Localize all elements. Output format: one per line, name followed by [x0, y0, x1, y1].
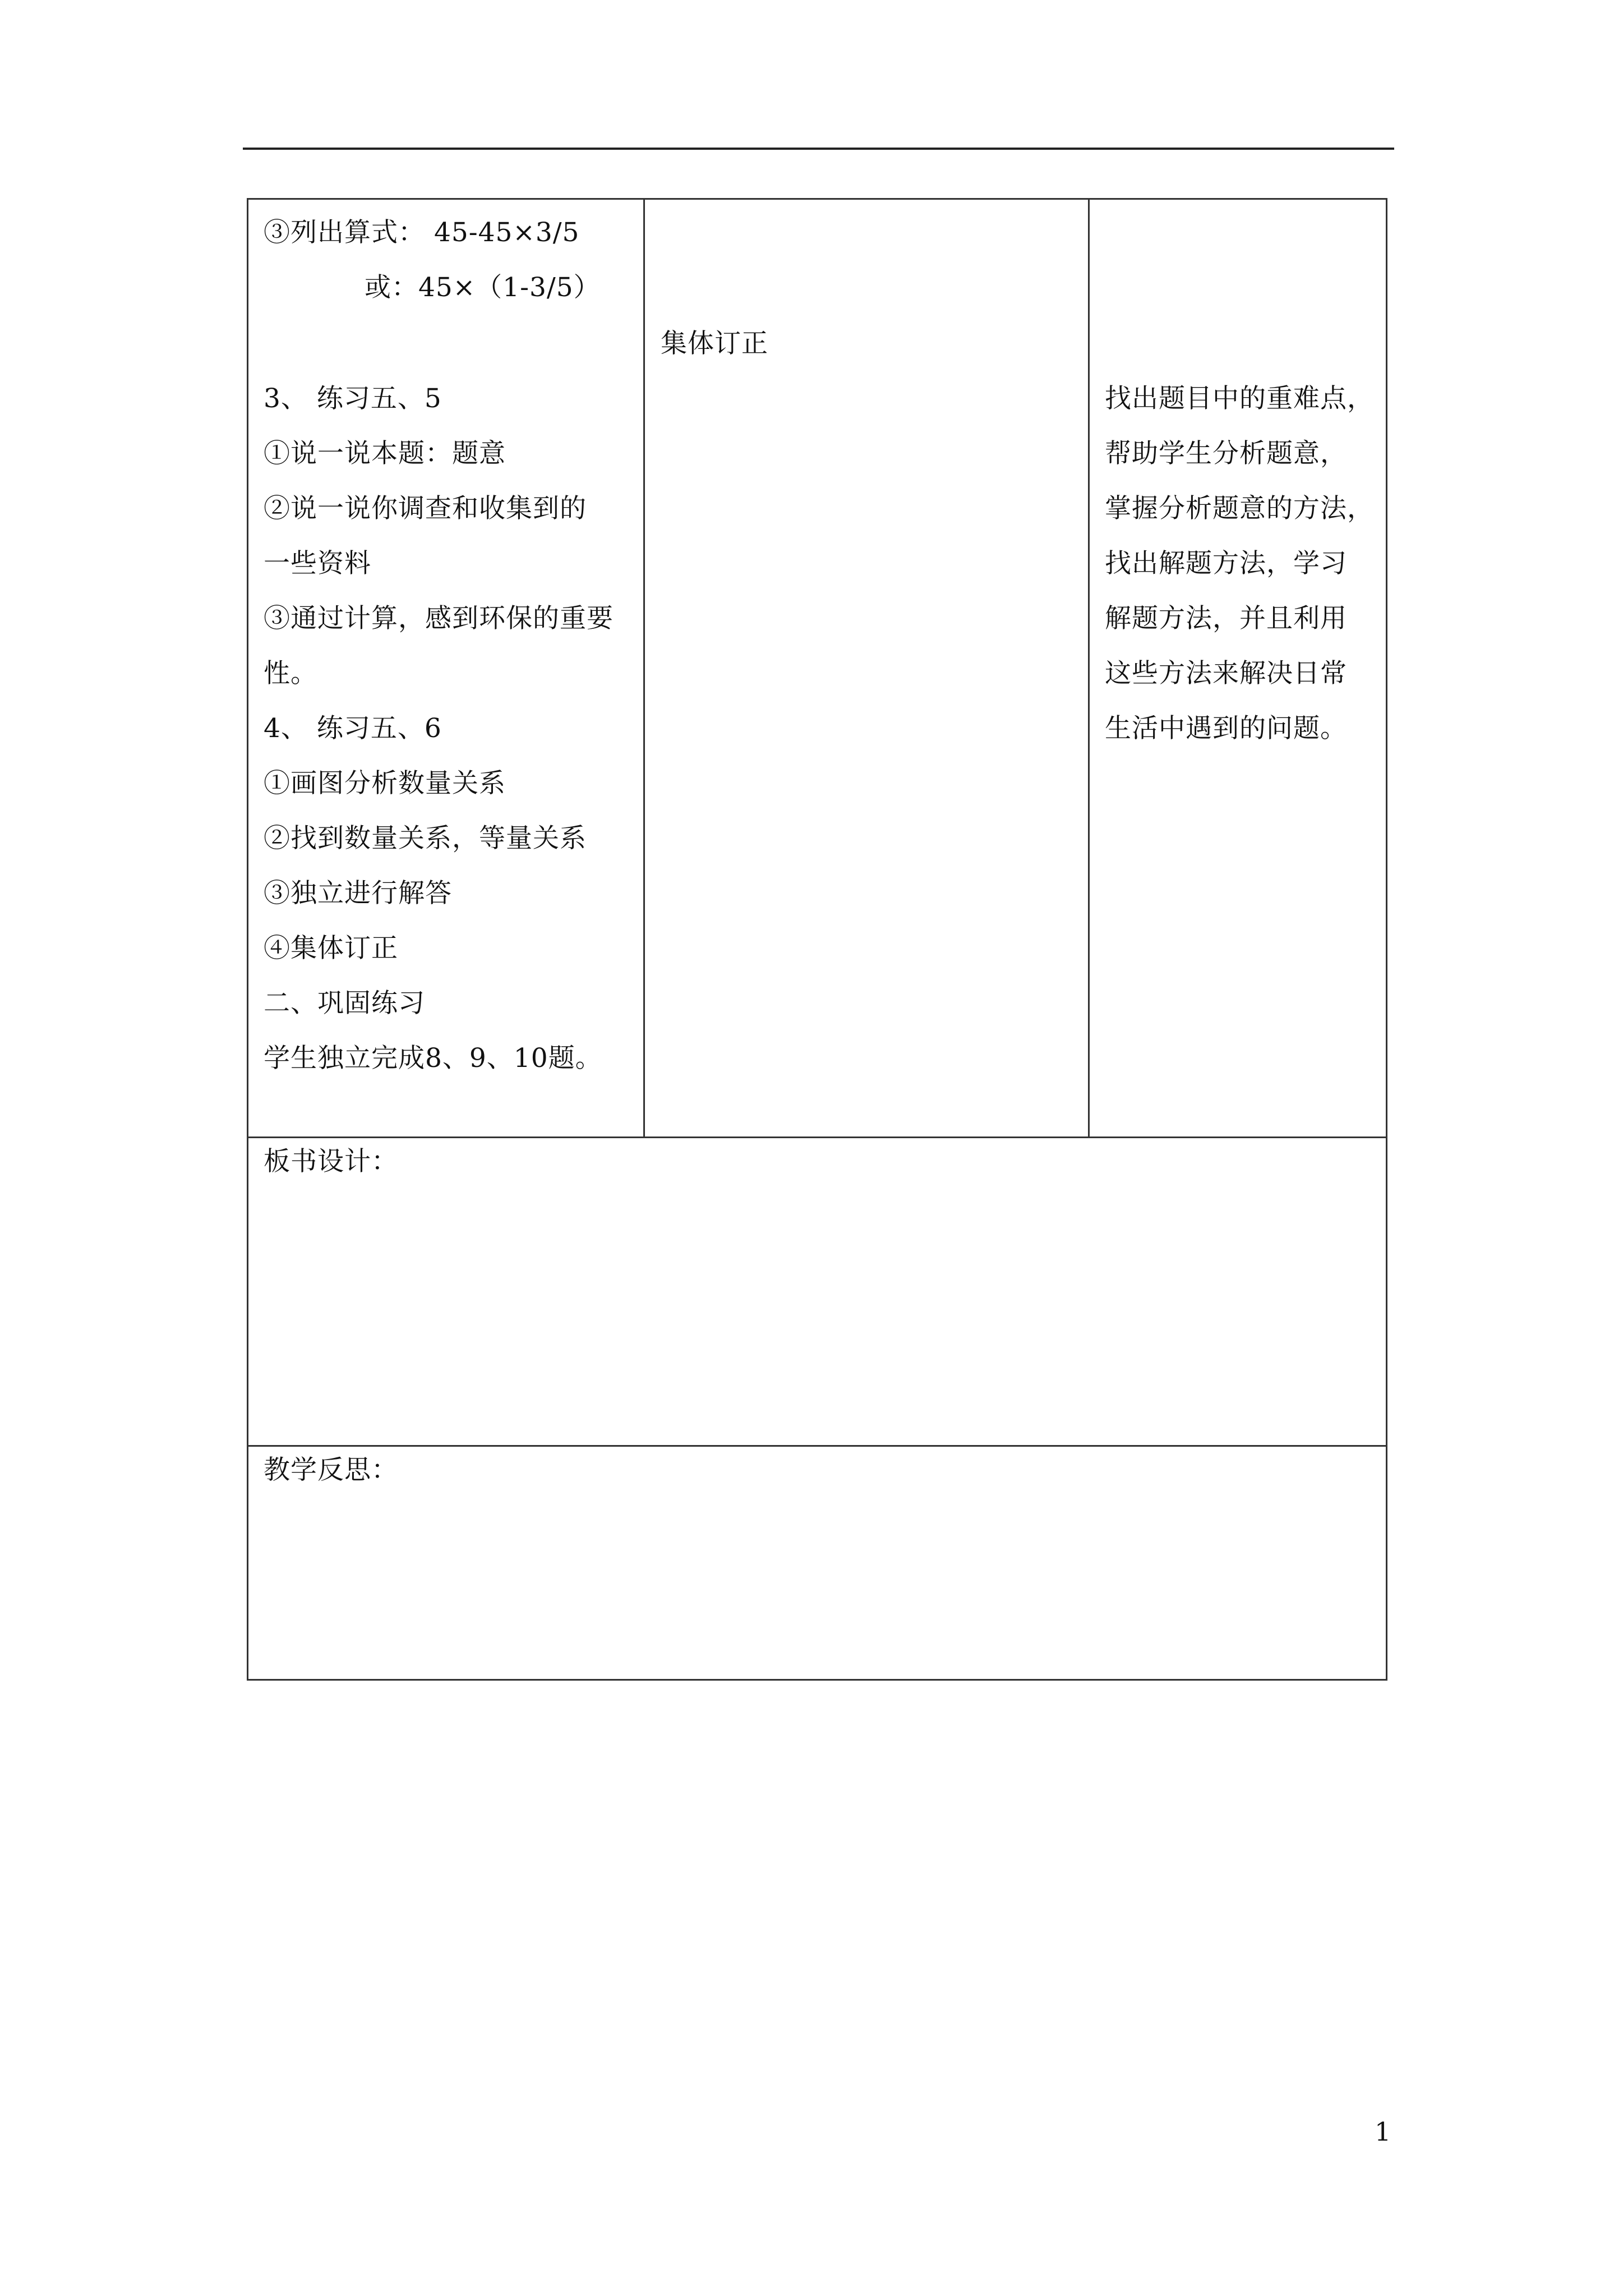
- teaching-reflection-cell: [247, 1445, 1387, 1681]
- right-line: 解题方法，并且利用: [1105, 603, 1347, 634]
- left-line: ①画图分析数量关系: [264, 768, 506, 799]
- left-line: ④集体订正: [264, 933, 398, 964]
- header-rule: [243, 148, 1394, 150]
- left-line: ③列出算式： 45-45×3/5: [264, 217, 580, 248]
- right-line: 找出题目中的重难点，: [1105, 383, 1374, 414]
- right-line: 生活中遇到的问题。: [1105, 713, 1347, 744]
- right-line: 掌握分析题意的方法，: [1105, 493, 1374, 524]
- right-line: 这些方法来解决日常: [1105, 658, 1347, 689]
- page-number: 1: [1375, 2116, 1391, 2147]
- left-line: ①说一说本题：题意: [264, 438, 506, 469]
- middle-text: 集体订正: [661, 328, 768, 359]
- board-design-label: 板书设计：: [264, 1146, 398, 1177]
- left-line: 4、 练习五、6: [264, 713, 442, 744]
- left-line: ③通过计算，感到环保的重要: [264, 603, 614, 634]
- teaching-reflection-label: 教学反思：: [264, 1455, 398, 1485]
- left-line: 或：45×（1-3/5）: [365, 272, 601, 303]
- left-line: ②找到数量关系，等量关系: [264, 823, 587, 854]
- left-line: ②说一说你调查和收集到的: [264, 493, 587, 524]
- right-line: 找出解题方法，学习: [1105, 548, 1347, 579]
- left-line: ③独立进行解答: [264, 878, 452, 909]
- left-line: 学生独立完成8、9、10题。: [264, 1043, 602, 1074]
- right-line: 帮助学生分析题意，: [1105, 438, 1347, 469]
- left-line: 3、 练习五、5: [264, 383, 442, 414]
- board-design-cell: [247, 1137, 1387, 1447]
- left-line: 一些资料: [264, 548, 371, 579]
- left-line: 性。: [264, 658, 317, 689]
- left-line: 二、巩固练习: [264, 988, 425, 1019]
